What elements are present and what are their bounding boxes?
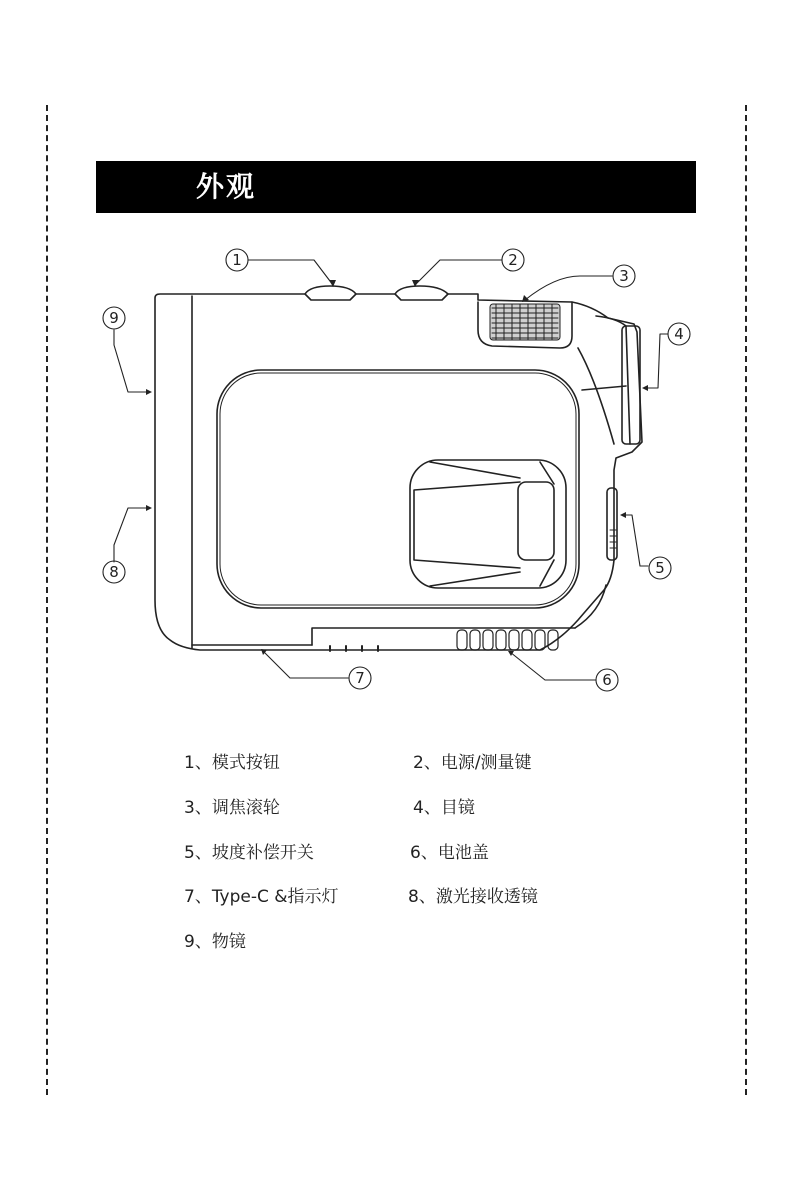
legend-item-5: 5、坡度补偿开关 [184,843,314,863]
legend-item-4: 4、目镜 [413,798,475,818]
slope-switch [607,488,617,560]
callout-circles [103,249,690,691]
callout-number: 4 [674,325,684,343]
callout-number: 7 [355,669,365,687]
legend-item-9: 9、物镜 [184,932,246,952]
focus-wheel-knurl [490,304,560,340]
callout-number: 2 [508,251,518,269]
legend-item-6: 6、电池盖 [410,843,489,863]
legend-item-7: 7、Type-C &指示灯 [184,887,339,907]
callout-number: 6 [602,671,612,689]
lens-window [410,460,566,588]
callout-number: 9 [109,309,119,327]
callout-number: 1 [232,251,242,269]
leader-lines [114,260,668,680]
device-body-outline [155,294,642,650]
mode-button [305,286,356,294]
battery-cover-ridges [457,630,558,650]
callout-number: 3 [619,267,629,285]
callout-number: 8 [109,563,119,581]
legend-item-1: 1、模式按钮 [184,753,280,773]
legend-item-2: 2、电源/测量键 [413,753,532,773]
legend-item-8: 8、激光接收透镜 [408,887,538,907]
section-title: 外观 [196,170,257,203]
legend-item-3: 3、调焦滚轮 [184,798,280,818]
callout-number: 5 [655,559,665,577]
eyepiece [578,316,640,444]
power-button [395,286,448,294]
